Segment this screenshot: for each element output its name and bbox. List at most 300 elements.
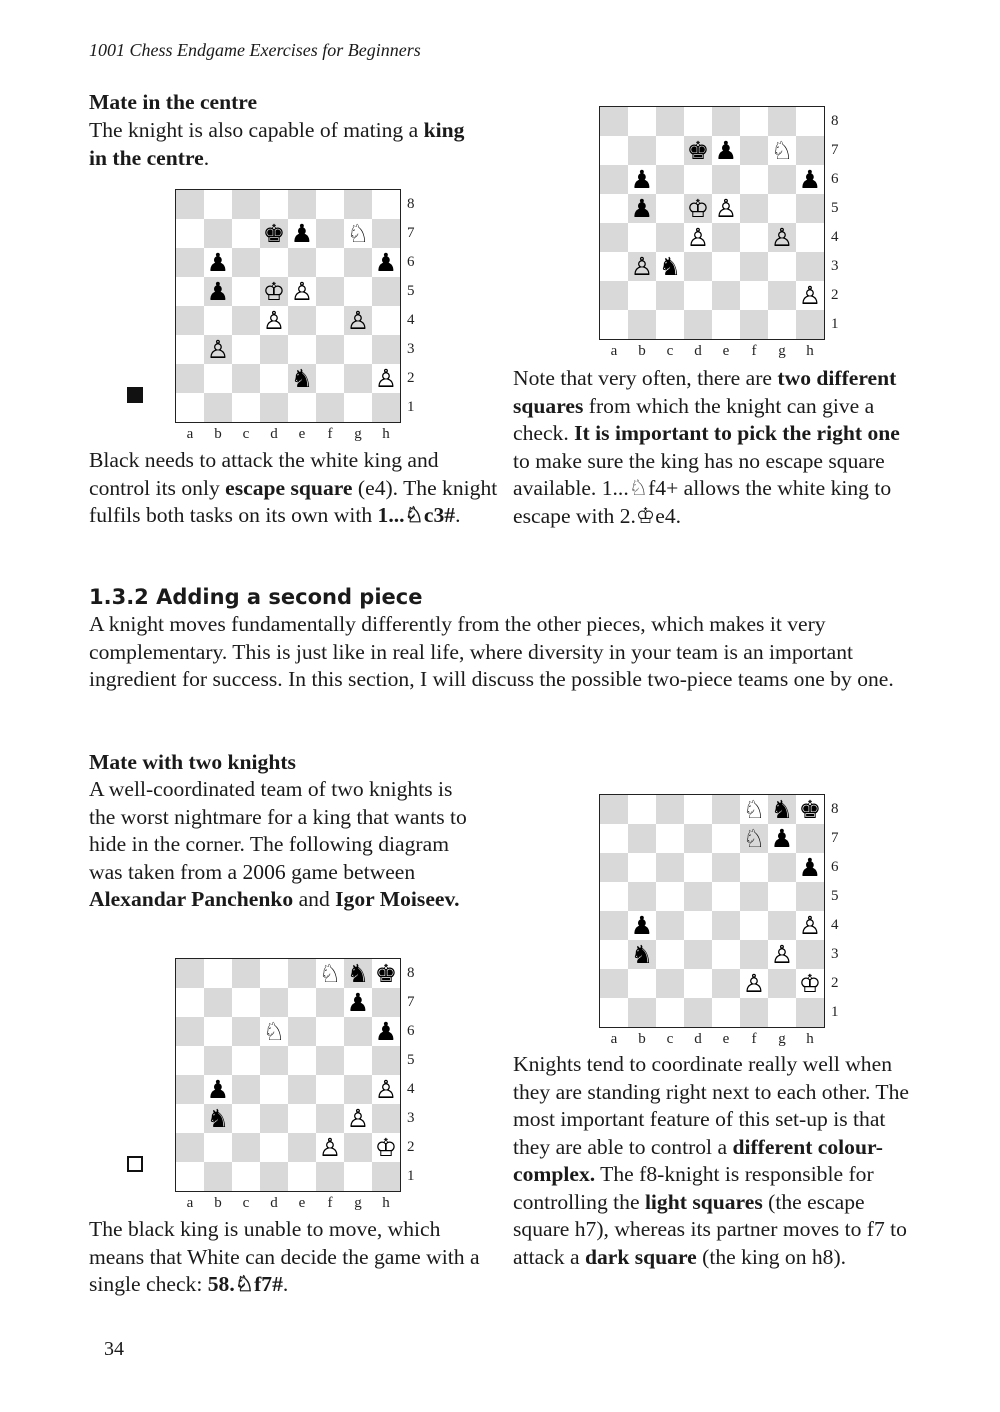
square-g2 <box>768 281 796 310</box>
square-d3 <box>260 1104 288 1133</box>
square-d2 <box>260 364 288 393</box>
square-c7 <box>656 136 684 165</box>
square-g5 <box>344 277 372 306</box>
file-label-h: h <box>382 426 390 442</box>
square-f5 <box>316 1046 344 1075</box>
square-c4 <box>656 223 684 252</box>
square-c8 <box>656 795 684 824</box>
chessboard <box>599 106 825 340</box>
bold-text-run: Igor Moiseev. <box>335 887 460 911</box>
square-h5 <box>372 1046 400 1075</box>
bold-text-run: dark square <box>584 1244 697 1269</box>
square-c2 <box>656 969 684 998</box>
square-a7 <box>176 988 204 1017</box>
square-b1 <box>204 393 232 422</box>
square-e6 <box>288 248 316 277</box>
square-h8 <box>796 107 824 136</box>
square-h1 <box>796 310 824 339</box>
square-b8 <box>204 190 232 219</box>
square-h7 <box>372 988 400 1017</box>
white-pawn-piece-h4: ♙ <box>374 1075 398 1104</box>
caption-diagram-1 <box>89 447 499 530</box>
square-g1 <box>768 310 796 339</box>
square-f1 <box>316 1162 344 1191</box>
white-king-piece-d5: ♔ <box>686 194 710 223</box>
square-e6 <box>712 853 740 882</box>
square-c5 <box>656 194 684 223</box>
file-label-e: e <box>298 1195 306 1211</box>
rank-label-5: 5 <box>831 888 839 904</box>
square-b6 <box>204 1017 232 1046</box>
square-a8 <box>600 107 628 136</box>
caption-diagram-4 <box>513 1051 918 1271</box>
square-b7 <box>204 988 232 1017</box>
square-h8 <box>372 190 400 219</box>
square-c7 <box>232 988 260 1017</box>
square-f6 <box>740 853 768 882</box>
square-a4 <box>600 911 628 940</box>
square-d7 <box>684 824 712 853</box>
square-c3 <box>232 1104 260 1133</box>
square-g6 <box>768 165 796 194</box>
square-a6 <box>600 165 628 194</box>
black-pawn-piece-b6: ♟ <box>630 165 654 194</box>
square-g2 <box>344 1133 372 1162</box>
square-c6 <box>656 853 684 882</box>
black-pawn-piece-b6: ♟ <box>206 248 230 277</box>
square-a4 <box>600 223 628 252</box>
rank-label-7: 7 <box>831 830 839 846</box>
text-run: A knight moves fundamentally differently from the other pieces, which makes it very complementary. This is just like in real life, where diversity in your team is an important ingredient for success. In this section, I will discuss the possible two-piece teams one by one. <box>89 612 894 691</box>
rank-label-1: 1 <box>831 316 839 332</box>
square-a2 <box>176 1133 204 1162</box>
text-run: Black needs to attack the white king and control its only <box>89 448 439 500</box>
rank-label-4: 4 <box>407 312 415 328</box>
chessboard <box>175 958 401 1192</box>
white-knight-piece-f8: ♘ <box>318 959 342 988</box>
square-c8 <box>656 107 684 136</box>
square-g4 <box>344 1075 372 1104</box>
square-h3 <box>796 940 824 969</box>
rank-label-8: 8 <box>407 965 415 981</box>
square-f1 <box>740 998 768 1027</box>
text-run: Knights tend to coordinate really well when they are standing right next to each other. The most important feature of this set-up is that they are able to control a <box>513 1052 909 1159</box>
square-d8 <box>260 959 288 988</box>
square-h7 <box>796 824 824 853</box>
square-a6 <box>176 1017 204 1046</box>
square-d8 <box>684 107 712 136</box>
file-label-g: g <box>354 426 362 442</box>
square-b1 <box>628 998 656 1027</box>
text-run: to make sure the king has no escape square available. 1...♘f4+ allows the white king to escape with 2.♔e4. <box>513 448 892 528</box>
rank-label-8: 8 <box>831 801 839 817</box>
square-a5 <box>176 277 204 306</box>
square-b8 <box>628 795 656 824</box>
file-label-a: a <box>186 1195 194 1211</box>
white-pawn-piece-b3: ♙ <box>630 252 654 281</box>
square-e8 <box>288 190 316 219</box>
square-d4 <box>684 911 712 940</box>
square-c6 <box>232 1017 260 1046</box>
text-run: . <box>455 503 461 527</box>
square-d6 <box>260 248 288 277</box>
chessboard <box>175 189 401 423</box>
square-d1 <box>684 998 712 1027</box>
square-g3 <box>344 335 372 364</box>
text-run: . <box>282 1272 289 1296</box>
black-knight-piece-c3: ♞ <box>658 252 682 281</box>
square-c8 <box>232 190 260 219</box>
square-f8 <box>740 107 768 136</box>
square-b7 <box>628 824 656 853</box>
square-h5 <box>796 194 824 223</box>
text-run: (the king on h8). <box>696 1244 847 1269</box>
square-d1 <box>260 393 288 422</box>
square-e8 <box>712 795 740 824</box>
rank-label-6: 6 <box>407 1023 415 1039</box>
square-f4 <box>316 306 344 335</box>
text-run: Note that very often, there are <box>513 366 778 390</box>
file-label-d: d <box>270 1195 278 1211</box>
black-knight-piece-e2: ♞ <box>290 364 314 393</box>
square-f5 <box>316 277 344 306</box>
black-knight-piece-b3: ♞ <box>630 940 654 969</box>
rank-label-2: 2 <box>407 1139 415 1155</box>
rank-label-7: 7 <box>407 994 415 1010</box>
white-pawn-piece-d4: ♙ <box>686 223 710 252</box>
square-h4 <box>372 306 400 335</box>
file-label-c: c <box>666 1031 674 1047</box>
square-b2 <box>204 364 232 393</box>
black-knight-piece-g8: ♞ <box>346 959 370 988</box>
square-a3 <box>600 940 628 969</box>
square-e1 <box>712 998 740 1027</box>
square-c4 <box>656 911 684 940</box>
white-pawn-piece-h4: ♙ <box>798 911 822 940</box>
square-e5 <box>288 1046 316 1075</box>
square-e7 <box>288 988 316 1017</box>
black-pawn-piece-b5: ♟ <box>206 277 230 306</box>
file-label-g: g <box>778 1031 786 1047</box>
rank-label-5: 5 <box>407 1052 415 1068</box>
rank-label-1: 1 <box>407 399 415 415</box>
square-c3 <box>232 335 260 364</box>
square-e2 <box>712 281 740 310</box>
square-e3 <box>288 1104 316 1133</box>
square-g1 <box>344 393 372 422</box>
black-to-move-marker <box>127 387 143 403</box>
square-c4 <box>232 306 260 335</box>
rank-label-3: 3 <box>831 946 839 962</box>
running-head: 1001 Chess Endgame Exercises for Beginners <box>89 40 421 60</box>
square-a6 <box>600 853 628 882</box>
square-b7 <box>628 136 656 165</box>
square-g4 <box>768 911 796 940</box>
rank-label-3: 3 <box>407 1110 415 1126</box>
black-pawn-piece-b4: ♟ <box>630 911 654 940</box>
bold-text-run: two different squares <box>513 366 897 418</box>
bold-text-run: king in the centre <box>89 118 465 170</box>
square-e3 <box>712 252 740 281</box>
square-b8 <box>628 107 656 136</box>
white-knight-piece-g7: ♘ <box>346 219 370 248</box>
white-knight-piece-f8: ♘ <box>742 795 766 824</box>
black-pawn-piece-e7: ♟ <box>714 136 738 165</box>
square-b5 <box>628 882 656 911</box>
square-f6 <box>740 165 768 194</box>
square-g1 <box>344 1162 372 1191</box>
square-e2 <box>288 1133 316 1162</box>
square-e4 <box>288 1075 316 1104</box>
square-a2 <box>600 281 628 310</box>
file-label-c: c <box>242 1195 250 1211</box>
square-g1 <box>768 998 796 1027</box>
file-label-e: e <box>722 1031 730 1047</box>
file-label-h: h <box>806 1031 814 1047</box>
file-label-h: h <box>382 1195 390 1211</box>
square-a8 <box>176 190 204 219</box>
square-a3 <box>600 252 628 281</box>
square-b6 <box>628 853 656 882</box>
square-b2 <box>204 1133 232 1162</box>
square-c5 <box>656 882 684 911</box>
white-pawn-piece-h2: ♙ <box>798 281 822 310</box>
bold-text-run: It is important to pick the right one <box>574 421 900 445</box>
square-f3 <box>740 252 768 281</box>
square-a3 <box>176 1104 204 1133</box>
square-f2 <box>316 364 344 393</box>
square-g5 <box>768 194 796 223</box>
square-f1 <box>740 310 768 339</box>
square-d7 <box>260 988 288 1017</box>
square-h1 <box>796 998 824 1027</box>
rank-label-2: 2 <box>831 287 839 303</box>
square-a1 <box>600 310 628 339</box>
square-e4 <box>712 911 740 940</box>
rank-label-2: 2 <box>831 975 839 991</box>
white-pawn-piece-f2: ♙ <box>742 969 766 998</box>
square-c2 <box>232 1133 260 1162</box>
file-label-d: d <box>694 1031 702 1047</box>
square-c8 <box>232 959 260 988</box>
square-a4 <box>176 306 204 335</box>
square-d3 <box>260 335 288 364</box>
black-king-piece-d7: ♚ <box>262 219 286 248</box>
square-c2 <box>232 364 260 393</box>
square-g8 <box>344 190 372 219</box>
section-body <box>89 611 919 694</box>
white-pawn-piece-g4: ♙ <box>770 223 794 252</box>
file-label-h: h <box>806 343 814 359</box>
file-label-a: a <box>610 343 618 359</box>
square-d1 <box>684 310 712 339</box>
square-b4 <box>628 223 656 252</box>
black-pawn-piece-h6: ♟ <box>374 1017 398 1046</box>
file-label-d: d <box>694 343 702 359</box>
square-b2 <box>628 969 656 998</box>
square-g3 <box>768 252 796 281</box>
square-a1 <box>176 393 204 422</box>
rank-label-5: 5 <box>407 283 415 299</box>
bold-text-run: 1...♘c3# <box>377 503 456 527</box>
square-h7 <box>796 136 824 165</box>
square-c6 <box>232 248 260 277</box>
intro-two-knights <box>89 776 479 914</box>
square-f6 <box>316 1017 344 1046</box>
page-number: 34 <box>104 1338 124 1360</box>
square-b8 <box>204 959 232 988</box>
text-run: (e4). The knight fulfils both tasks on its own with <box>89 475 498 527</box>
square-a5 <box>176 1046 204 1075</box>
file-label-b: b <box>638 1031 646 1047</box>
white-pawn-piece-d4: ♙ <box>262 306 286 335</box>
black-pawn-piece-b5: ♟ <box>630 194 654 223</box>
square-b1 <box>628 310 656 339</box>
square-h3 <box>372 335 400 364</box>
square-d5 <box>260 1046 288 1075</box>
square-d6 <box>684 165 712 194</box>
square-a2 <box>600 969 628 998</box>
white-to-move-marker <box>127 1156 143 1172</box>
rank-label-2: 2 <box>407 370 415 386</box>
square-c5 <box>232 1046 260 1075</box>
square-e8 <box>712 107 740 136</box>
black-king-piece-h8: ♚ <box>374 959 398 988</box>
square-f8 <box>316 190 344 219</box>
square-f3 <box>316 335 344 364</box>
square-f7 <box>316 988 344 1017</box>
file-label-f: f <box>327 426 333 442</box>
square-a8 <box>176 959 204 988</box>
bold-text-run: Alexandar Panchenko <box>89 887 294 911</box>
rank-label-8: 8 <box>831 113 839 129</box>
square-b4 <box>204 306 232 335</box>
heading-two-knights: Mate with two knights <box>89 750 296 774</box>
file-label-e: e <box>298 426 306 442</box>
square-b7 <box>204 219 232 248</box>
square-d2 <box>684 281 712 310</box>
bold-text-run: light squares <box>644 1189 763 1214</box>
rank-label-7: 7 <box>407 225 415 241</box>
white-knight-piece-f7: ♘ <box>742 824 766 853</box>
black-king-piece-d7: ♚ <box>686 136 710 165</box>
square-c5 <box>232 277 260 306</box>
square-d6 <box>684 853 712 882</box>
square-h3 <box>796 252 824 281</box>
square-d8 <box>684 795 712 824</box>
text-run: from which the knight can give a check. <box>513 393 875 445</box>
square-d4 <box>260 1075 288 1104</box>
square-h5 <box>372 277 400 306</box>
square-e1 <box>288 393 316 422</box>
square-a7 <box>600 824 628 853</box>
rank-label-3: 3 <box>407 341 415 357</box>
square-d5 <box>684 882 712 911</box>
square-g2 <box>768 969 796 998</box>
square-b5 <box>204 1046 232 1075</box>
black-knight-piece-b3: ♞ <box>206 1104 230 1133</box>
white-pawn-piece-g4: ♙ <box>346 306 370 335</box>
square-g8 <box>768 107 796 136</box>
bold-text-run: escape square <box>225 475 353 500</box>
file-label-f: f <box>327 1195 333 1211</box>
intro-mate-in-centre <box>89 117 484 172</box>
square-e1 <box>288 1162 316 1191</box>
bold-text-run: different colour-complex. <box>513 1134 883 1186</box>
square-e2 <box>712 969 740 998</box>
square-g5 <box>344 1046 372 1075</box>
square-e8 <box>288 959 316 988</box>
chessboard <box>599 794 825 1028</box>
square-a2 <box>176 364 204 393</box>
square-c6 <box>656 165 684 194</box>
rank-label-7: 7 <box>831 142 839 158</box>
rank-label-1: 1 <box>407 1168 415 1184</box>
white-king-piece-h2: ♔ <box>798 969 822 998</box>
square-h1 <box>372 1162 400 1191</box>
square-e5 <box>712 882 740 911</box>
black-knight-piece-g8: ♞ <box>770 795 794 824</box>
white-pawn-piece-e5: ♙ <box>290 277 314 306</box>
square-f4 <box>740 911 768 940</box>
square-f1 <box>316 393 344 422</box>
square-f2 <box>740 281 768 310</box>
square-c7 <box>656 824 684 853</box>
caption-diagram-3 <box>89 1216 499 1299</box>
square-e1 <box>712 310 740 339</box>
text-run: and <box>293 887 336 911</box>
square-a6 <box>176 248 204 277</box>
square-d2 <box>684 969 712 998</box>
square-a5 <box>600 882 628 911</box>
square-d8 <box>260 190 288 219</box>
black-pawn-piece-h6: ♟ <box>798 853 822 882</box>
square-f4 <box>740 223 768 252</box>
square-c1 <box>656 310 684 339</box>
text-run: (the escape square h7), whereas its partner moves to f7 to attack a <box>513 1189 907 1269</box>
white-pawn-piece-g3: ♙ <box>346 1104 370 1133</box>
rank-label-8: 8 <box>407 196 415 212</box>
square-b1 <box>204 1162 232 1191</box>
square-g2 <box>344 364 372 393</box>
file-label-c: c <box>242 426 250 442</box>
bold-text-run: 58.♘f7# <box>207 1272 283 1296</box>
rank-label-6: 6 <box>407 254 415 270</box>
black-pawn-piece-h6: ♟ <box>798 165 822 194</box>
black-pawn-piece-h6: ♟ <box>374 248 398 277</box>
white-pawn-piece-f2: ♙ <box>318 1133 342 1162</box>
white-pawn-piece-e5: ♙ <box>714 194 738 223</box>
square-h5 <box>796 882 824 911</box>
square-g6 <box>768 853 796 882</box>
text-run: The black king is unable to move, which means that White can decide the game with a single check: <box>89 1217 480 1296</box>
file-label-e: e <box>722 343 730 359</box>
square-g6 <box>344 248 372 277</box>
text-run: . <box>203 145 210 170</box>
square-c1 <box>232 393 260 422</box>
file-label-b: b <box>638 343 646 359</box>
square-e3 <box>288 335 316 364</box>
square-f3 <box>740 940 768 969</box>
square-e6 <box>288 1017 316 1046</box>
square-e4 <box>712 223 740 252</box>
square-f3 <box>316 1104 344 1133</box>
square-c2 <box>656 281 684 310</box>
white-king-piece-h2: ♔ <box>374 1133 398 1162</box>
square-c1 <box>232 1162 260 1191</box>
square-g5 <box>768 882 796 911</box>
square-a5 <box>600 194 628 223</box>
